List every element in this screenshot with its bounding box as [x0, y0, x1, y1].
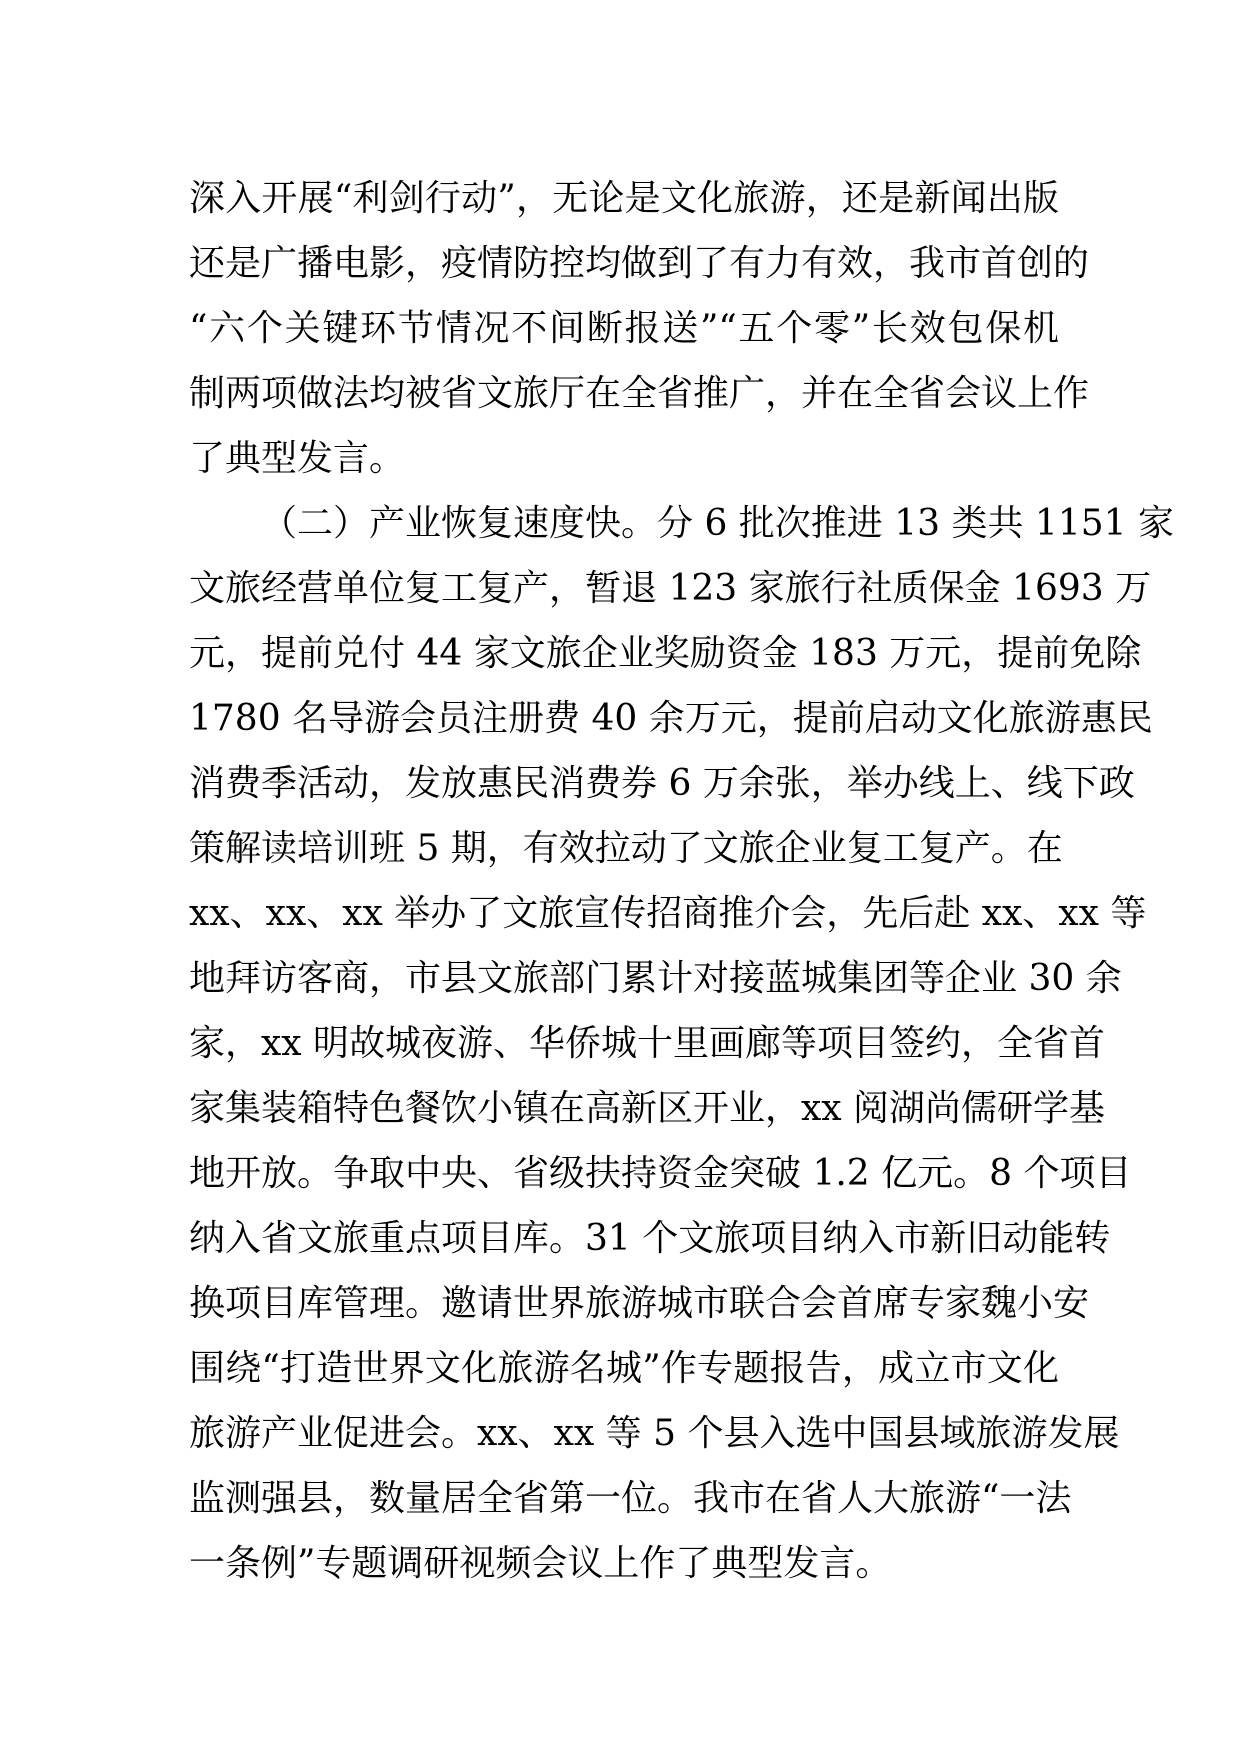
text-line: 换项目库管理。邀请世界旅游城市联合会首席专家魏小安: [189, 1283, 1090, 1324]
text-line: 地开放。争取中央、省级扶持资金突破 1.2 亿元。8 个项目: [189, 1153, 1132, 1194]
text-line: 制两项做法均被省文旅厅在全省推广，并在全省会议上作: [189, 373, 1090, 414]
text-line: 元，提前兑付 44 家文旅企业奖励资金 183 万元，提前免除: [189, 633, 1142, 674]
text-line: 家，xx 明故城夜游、华侨城十里画廊等项目签约，全省首: [189, 1023, 1106, 1064]
paragraph-industry-recovery: [189, 491, 1174, 1596]
text-line: 策解读培训班 5 期，有效拉动了文旅企业复工复产。在: [189, 828, 1063, 869]
section-heading-line: （二）产业恢复速度快。分 6 批次推进 13 类共 1151 家: [261, 503, 1174, 544]
text-line: “六个关键环节情况不间断报送”“五个零”长效包保机: [189, 308, 1059, 349]
text-line: 一条例”专题调研视频会议上作了典型发言。: [189, 1543, 892, 1584]
text-line: 旅游产业促进会。xx、xx 等 5 个县入选中国县域旅游发展: [189, 1413, 1120, 1454]
text-line: xx、xx、xx 举办了文旅宣传招商推介会，先后赴 xx、xx 等: [189, 893, 1147, 934]
text-line: 监测强县，数量居全省第一位。我市在省人大旅游“一法: [189, 1478, 1072, 1519]
paragraph-epidemic-control: [189, 166, 1090, 491]
text-line: 家集装箱特色餐饮小镇在高新区开业，xx 阅湖尚儒研学基: [189, 1088, 1106, 1129]
text-line: 围绕“打造世界文化旅游名城”作专题报告，成立市文化: [189, 1348, 1059, 1389]
text-line: 文旅经营单位复工复产，暂退 123 家旅行社质保金 1693 万: [189, 568, 1152, 609]
body-text: [189, 166, 1174, 1596]
text-line: 纳入省文旅重点项目库。31 个文旅项目纳入市新旧动能转: [189, 1218, 1111, 1259]
text-line: 地拜访客商，市县文旅部门累计对接蓝城集团等企业 30 余: [189, 958, 1122, 999]
text-line: 深入开展“利剑行动”，无论是文化旅游，还是新闻出版: [189, 178, 1059, 219]
text-line: 1780 名导游会员注册费 40 余万元，提前启动文化旅游惠民: [189, 698, 1153, 739]
text-line: 了典型发言。: [189, 438, 406, 479]
text-line: 消费季活动，发放惠民消费券 6 万余张，举办线上、线下政: [189, 763, 1135, 804]
text-line: 还是广播电影，疫情防控均做到了有力有效，我市首创的: [189, 243, 1090, 284]
